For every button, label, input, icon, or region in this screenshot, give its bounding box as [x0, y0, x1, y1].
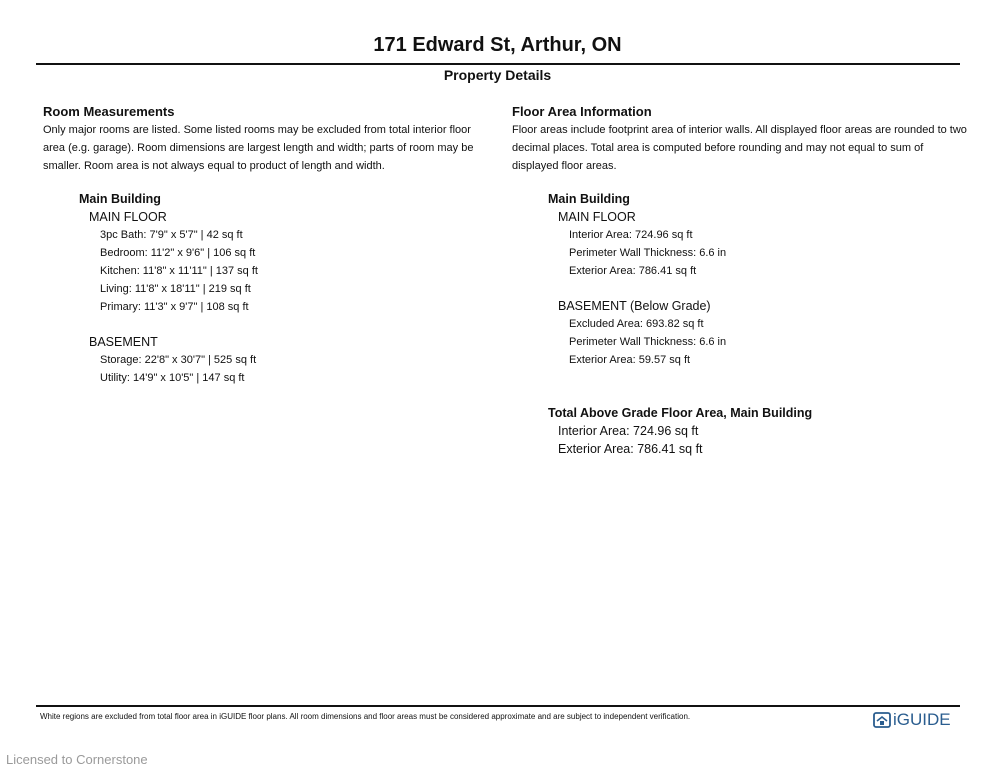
level-heading-main-floor: MAIN FLOOR [558, 210, 636, 224]
room-item: Bedroom: 11'2" x 9'6" | 106 sq ft [100, 247, 256, 259]
area-item: Exterior Area: 59.57 sq ft [569, 354, 691, 366]
room-measurements-heading: Room Measurements [43, 104, 175, 119]
level-heading-basement: BASEMENT [89, 335, 158, 349]
area-item: Excluded Area: 693.82 sq ft [569, 318, 704, 330]
footer-divider [36, 705, 960, 707]
total-area-heading: Total Above Grade Floor Area, Main Building [548, 406, 813, 420]
room-item: 3pc Bath: 7'9" x 5'7" | 42 sq ft [100, 229, 243, 241]
area-item: Interior Area: 724.96 sq ft [569, 229, 693, 241]
floor-area-description: Floor areas include footprint area of interior walls. All displayed floor areas are rounded to two decimal places. Total area is computed before rounding and may not equal to sum of displayed floor areas. [512, 124, 967, 172]
room-item: Kitchen: 11'8" x 11'11" | 137 sq ft [100, 265, 258, 277]
room-item: Storage: 22'8" x 30'7" | 525 sq ft [100, 354, 257, 366]
total-area-item: Interior Area: 724.96 sq ft [558, 424, 699, 438]
floor-area-section [512, 103, 967, 458]
room-item: Living: 11'8" x 18'11" | 219 sq ft [100, 283, 251, 295]
license-watermark: Licensed to Cornerstone [6, 752, 148, 767]
area-item: Exterior Area: 786.41 sq ft [569, 265, 697, 277]
iguide-logo [873, 710, 951, 730]
level-heading-basement: BASEMENT (Below Grade) [558, 299, 711, 313]
room-item: Utility: 14'9" x 10'5" | 147 sq ft [100, 372, 245, 384]
footer-note: White regions are excluded from total floor area in iGUIDE floor plans. All room dimensions and floor areas must be considered approximate and are subject to independent verification. [40, 712, 691, 721]
room-measurements-section [43, 103, 493, 387]
area-item: Perimeter Wall Thickness: 6.6 in [569, 336, 727, 348]
page-title: 171 Edward St, Arthur, ON [373, 34, 622, 56]
level-heading-main-floor: MAIN FLOOR [89, 210, 167, 224]
area-item: Perimeter Wall Thickness: 6.6 in [569, 247, 727, 259]
total-area-item: Exterior Area: 786.41 sq ft [558, 442, 703, 456]
room-item: Primary: 11'3" x 9'7" | 108 sq ft [100, 301, 249, 313]
room-measurements-description: Only major rooms are listed. Some listed rooms may be excluded from total interior floor area (e.g. garage). Room dimensions are largest length and width; parts of room may be smaller. Room area is not always equal to product of length and width. [43, 124, 474, 172]
floor-area-heading: Floor Area Information [512, 104, 652, 119]
iguide-logo-text: iGUIDE [893, 710, 951, 729]
building-heading: Main Building [79, 192, 161, 206]
page-subtitle: Property Details [443, 67, 552, 83]
iguide-logo-icon [873, 712, 891, 728]
building-heading: Main Building [548, 192, 630, 206]
title-divider [36, 63, 960, 65]
